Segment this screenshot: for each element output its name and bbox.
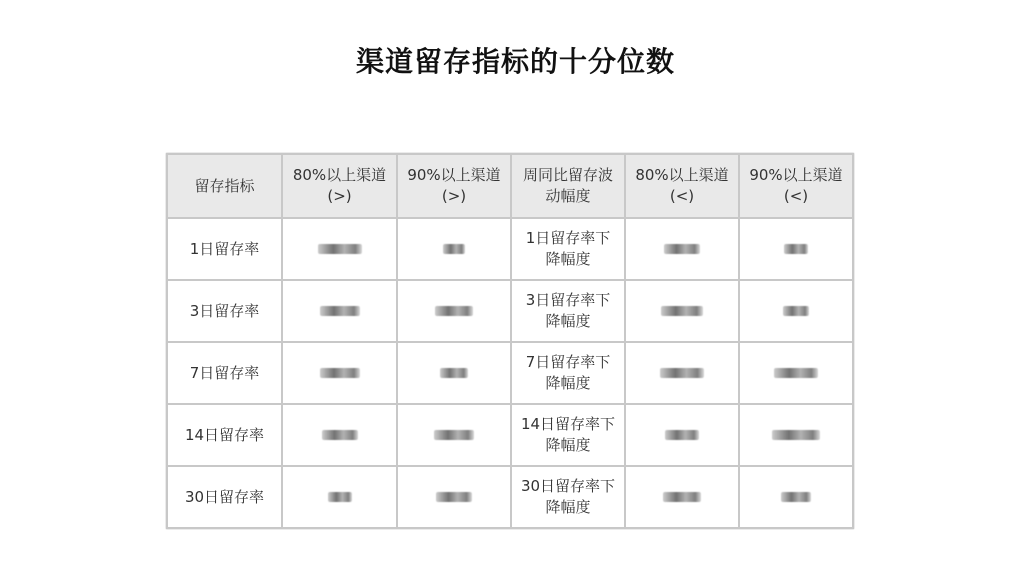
header-80-below <box>625 154 739 218</box>
change-cell <box>511 466 625 528</box>
change-cell <box>511 342 625 404</box>
redacted-value <box>739 218 853 280</box>
header-90-above-symbol: (>) <box>441 187 467 205</box>
header-90-above <box>397 154 511 218</box>
change-line2: 降幅度 <box>545 498 591 516</box>
metric-cell: 14日留存率 <box>167 404 282 466</box>
table-row <box>167 280 853 342</box>
redacted-value <box>397 342 511 404</box>
header-90-above-label: 90%以上渠道 <box>407 166 501 184</box>
change-cell <box>511 280 625 342</box>
header-90-below-symbol: (<) <box>783 187 809 205</box>
redacted-value <box>739 466 853 528</box>
header-wow-change-line1: 周同比留存波 <box>522 166 613 184</box>
header-80-above <box>282 154 397 218</box>
table-row <box>167 466 853 528</box>
change-line1: 1日留存率下 <box>525 229 611 247</box>
header-80-below-symbol: (<) <box>669 187 695 205</box>
redacted-value <box>625 466 739 528</box>
header-wow-change <box>511 154 625 218</box>
redacted-value <box>625 218 739 280</box>
redacted-value <box>282 342 397 404</box>
metric-cell: 1日留存率 <box>167 218 282 280</box>
change-line1: 30日留存率下 <box>520 477 616 495</box>
header-90-below <box>739 154 853 218</box>
change-line2: 降幅度 <box>545 250 591 268</box>
redacted-value <box>282 404 397 466</box>
retention-decile-table <box>166 153 854 529</box>
metric-cell: 3日留存率 <box>167 280 282 342</box>
table-row <box>167 404 853 466</box>
table-row <box>167 218 853 280</box>
change-line2: 降幅度 <box>545 436 591 454</box>
table-row <box>167 342 853 404</box>
header-wow-change-line2: 动幅度 <box>545 187 591 205</box>
header-90-below-label: 90%以上渠道 <box>749 166 843 184</box>
change-line2: 降幅度 <box>545 374 591 392</box>
change-cell <box>511 404 625 466</box>
redacted-value <box>282 280 397 342</box>
change-line1: 3日留存率下 <box>525 291 611 309</box>
page-title: 渠道留存指标的十分位数 <box>355 45 675 78</box>
header-80-above-label: 80%以上渠道 <box>292 166 387 184</box>
redacted-value <box>625 280 739 342</box>
change-line2: 降幅度 <box>545 312 591 330</box>
redacted-value <box>397 280 511 342</box>
redacted-value <box>282 218 397 280</box>
metric-cell: 7日留存率 <box>167 342 282 404</box>
redacted-value <box>739 280 853 342</box>
metric-cell: 30日留存率 <box>167 466 282 528</box>
redacted-value <box>739 342 853 404</box>
redacted-value <box>625 342 739 404</box>
change-line1: 14日留存率下 <box>520 415 616 433</box>
header-metric <box>167 154 282 218</box>
redacted-value <box>282 466 397 528</box>
header-80-above-symbol: (>) <box>327 187 352 205</box>
header-80-below-label: 80%以上渠道 <box>635 166 729 184</box>
change-line1: 7日留存率下 <box>525 353 611 371</box>
redacted-value <box>739 404 853 466</box>
redacted-value <box>397 218 511 280</box>
header-metric-label: 留存指标 <box>194 176 255 195</box>
redacted-value <box>397 466 511 528</box>
redacted-value <box>397 404 511 466</box>
change-cell <box>511 218 625 280</box>
redacted-value <box>625 404 739 466</box>
table-header-row <box>167 154 853 218</box>
